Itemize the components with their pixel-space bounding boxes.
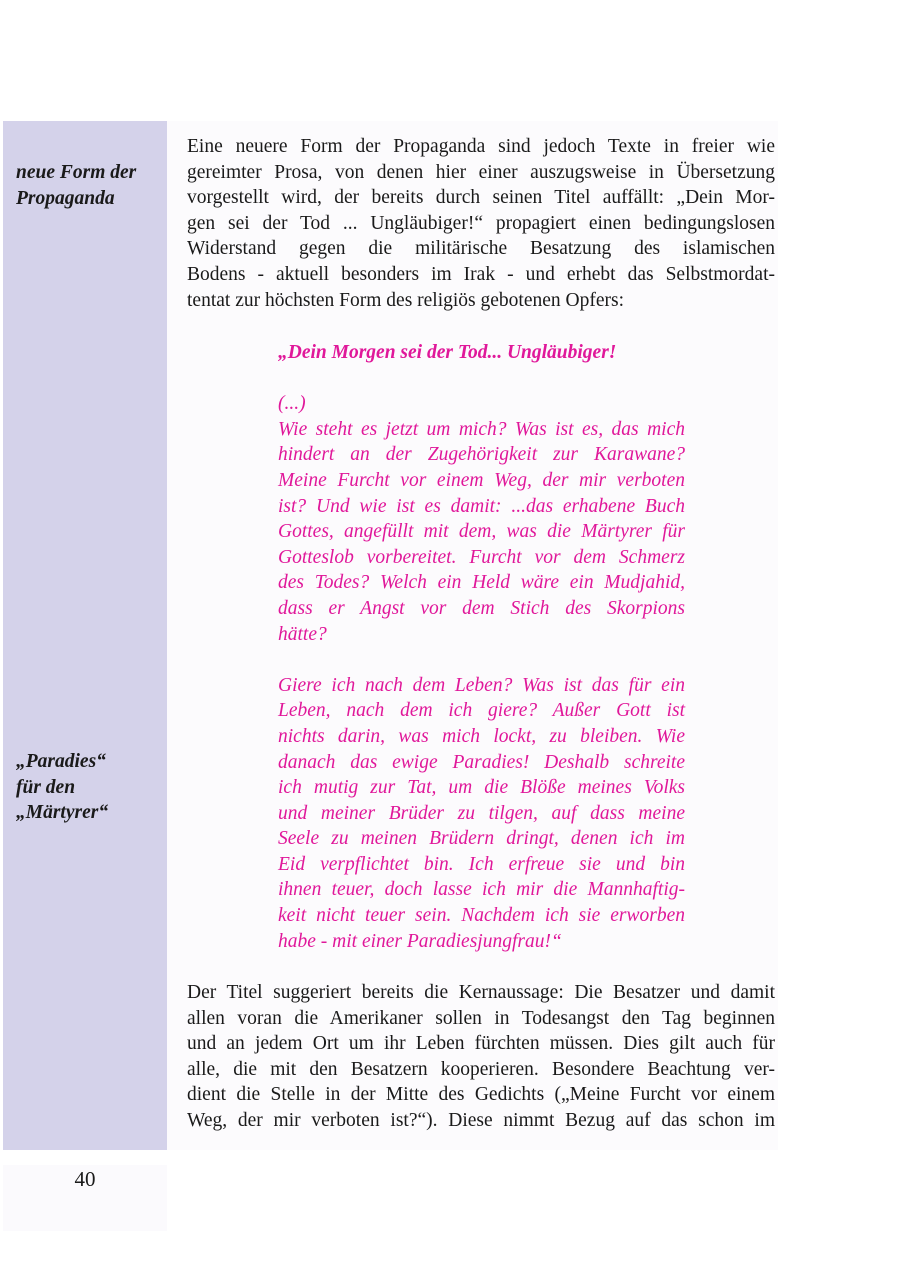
text-line: allen voran die Amerikaner sollen in Todesangst den Tag beginnen (187, 1007, 775, 1029)
page-number-box (3, 1165, 167, 1231)
quote-line: Gotteslob vorbereitet. Furcht vor dem Schmerz (278, 546, 685, 568)
text-line: vorgestellt wird, der bereits durch seinen Titel auffällt: „Dein Mor- (187, 187, 775, 209)
quote-line: hätte? (278, 623, 327, 645)
text-line: Weg, der mir verboten ist?“). Diese nimmt Bezug auf das schon im (187, 1109, 775, 1131)
quote-line: ich mutig zur Tat, um die Blöße meines Volks (278, 777, 685, 799)
quote-line: hindert an der Zugehörigkeit zur Karawane? (278, 444, 685, 466)
quote-line: dass er Angst vor dem Stich des Skorpions (278, 597, 685, 619)
quote-ellipsis: (...) (278, 393, 306, 415)
quote-line: danach das ewige Paradies! Deshalb schreite (278, 751, 685, 773)
text-line: tentat zur höchsten Form des religiös gebotenen Opfers: (187, 289, 625, 311)
text-line: Der Titel suggeriert bereits die Kernaussage: Die Besatzer und damit (187, 982, 775, 1003)
quote-spacer (278, 647, 685, 673)
quote-line: ihnen teuer, doch lasse ich mir die Mannhaftig- (278, 879, 685, 901)
text-line: dient die Stelle in der Mitte des Gedichts („Meine Furcht vor einem (187, 1084, 775, 1106)
margin-note-paradies (16, 749, 166, 826)
quote-line: des Todes? Welch ein Held wäre ein Mudjahid, (278, 572, 685, 594)
quote-spacer (278, 366, 685, 392)
quote-line: keit nicht teuer sein. Nachdem ich sie erworben (278, 905, 685, 927)
quote-line: Seele zu meinen Brüdern dringt, denen ich im (278, 828, 685, 850)
quote-title: „Dein Morgen sei der Tod... Ungläubiger! (278, 342, 617, 363)
quote-line: Giere ich nach dem Leben? Was ist das für ein (278, 674, 685, 696)
text-line: Eine neuere Form der Propaganda sind jedoch Texte in freier wie (187, 136, 775, 157)
quote-line: Meine Furcht vor einem Weg, der mir verboten (278, 469, 685, 491)
quote-line: ist? Und wie ist es damit: ...das erhabene Buch (278, 495, 685, 517)
quote-block (278, 340, 685, 954)
text-line: alle, die mit den Besatzern kooperieren. Besondere Beachtung ver- (187, 1058, 775, 1080)
text-line: gen sei der Tod ... Ungläubiger!“ propagiert einen bedingungslosen (187, 212, 775, 234)
margin-note-line: Propaganda (16, 187, 115, 209)
text-line: Widerstand gegen die militärische Besatzung des islamischen (187, 238, 775, 260)
margin-note-line: „Märtyrer“ (16, 802, 109, 824)
paragraph-intro (187, 134, 775, 313)
margin-note-line: neue Form der (16, 162, 137, 183)
paragraph-analysis (187, 980, 775, 1134)
quote-line: und meiner Brüder zu tilgen, auf dass meine (278, 802, 685, 824)
margin-note-propaganda (16, 160, 166, 211)
quote-line: nichts darin, was mich lockt, zu bleiben. Wie (278, 725, 685, 747)
text-line: gereimter Prosa, von denen hier einer auszugsweise in Übersetzung (187, 161, 775, 183)
quote-line: Eid verpflichtet bin. Ich erfreue sie und bin (278, 853, 685, 875)
quote-line: Wie steht es jetzt um mich? Was ist es, das mich (278, 418, 685, 440)
quote-line: Leben, nach dem ich giere? Außer Gott ist (278, 700, 685, 722)
text-line: Bodens - aktuell besonders im Irak - und erhebt das Selbstmordat- (187, 263, 775, 285)
quote-line: habe - mit einer Paradiesjungfrau!“ (278, 930, 562, 952)
margin-note-line: für den (16, 776, 76, 798)
text-line: und an jedem Ort um ihr Leben fürchten müssen. Dies gilt auch für (187, 1033, 775, 1055)
margin-note-line: „Paradies“ (16, 751, 106, 772)
margin-sidebar (3, 121, 167, 1150)
quote-line: Gottes, angefüllt mit dem, was die Märtyrer für (278, 521, 685, 543)
page-number: 40 (74, 1167, 96, 1191)
